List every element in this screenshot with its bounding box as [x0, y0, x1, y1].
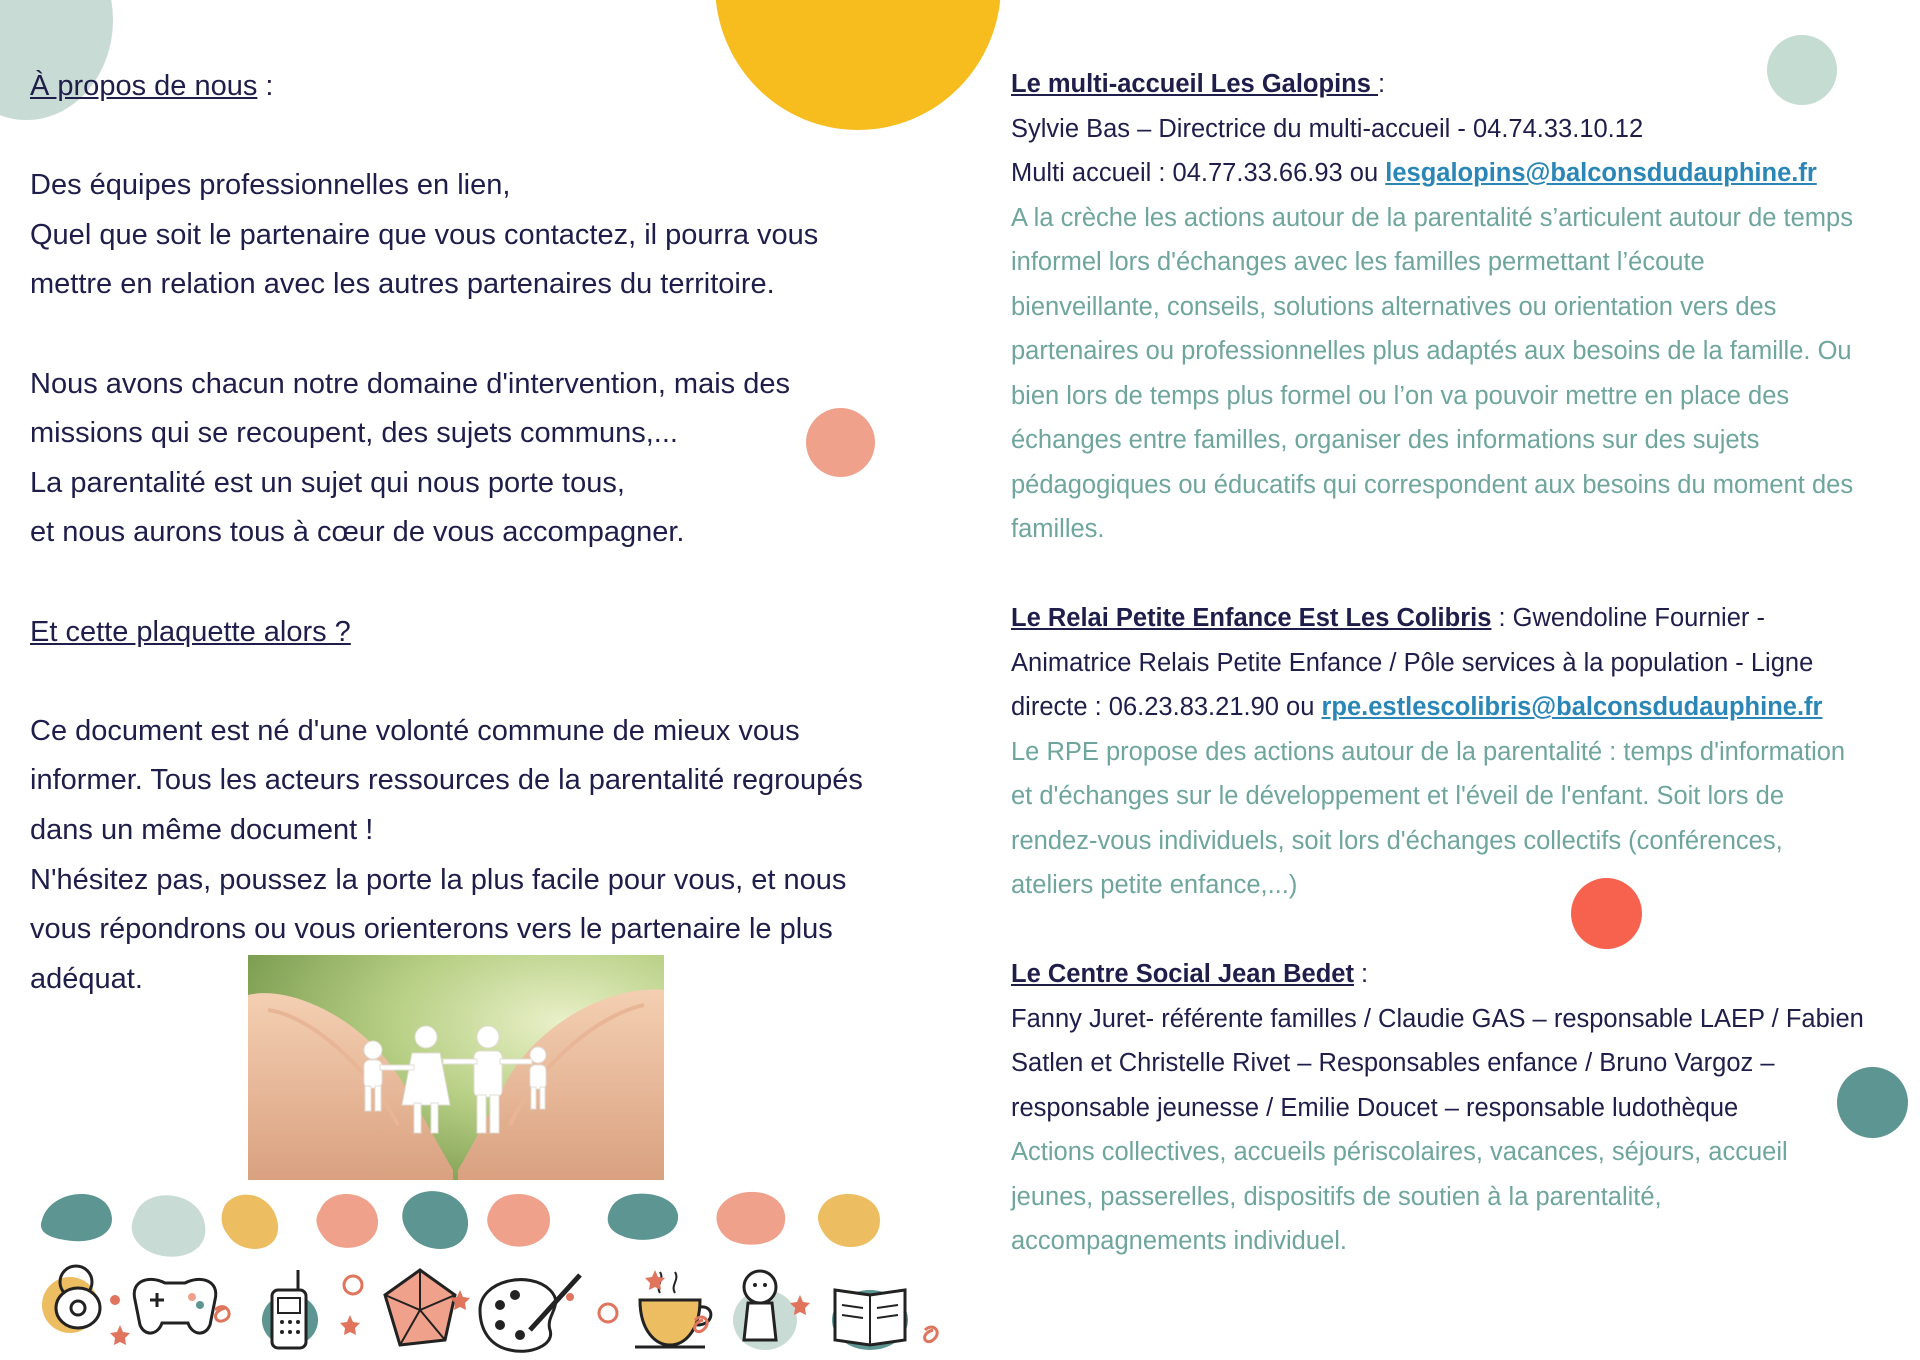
document-line: vous répondrons ou vous orienterons vers le partenaire le plus [30, 913, 833, 946]
galopins-desc-line: pédagogiques ou éducatifs qui correspondent aux besoins du moment des [1011, 470, 1854, 499]
mission-line: et nous aurons tous à cœur de vous accompagner. [30, 516, 685, 549]
mission-line: La parentalité est un sujet qui nous porte tous, [30, 466, 625, 499]
mission-line: Nous avons chacun notre domaine d'intervention, mais des [30, 367, 790, 400]
teacup-icon [635, 1272, 711, 1347]
about-heading-colon: : [257, 70, 274, 102]
centre-title: Le Centre Social Jean Bedet [1011, 960, 1354, 988]
galopins-phone: Multi accueil : 04.77.33.66.93 ou [1011, 159, 1386, 187]
galopins-title-colon: : [1378, 70, 1386, 98]
swirl-accents [215, 1276, 937, 1342]
centre-desc-line: Actions collectives, accueils périscolaires, vacances, séjours, accueil [1011, 1138, 1788, 1166]
pacifier-icon [42, 1266, 100, 1333]
document-line: adéquat. [30, 962, 143, 995]
intro-line: mettre en relation avec les autres partenaires du territoire. [30, 268, 775, 301]
colibris-desc-line: Le RPE propose des actions autour de la parentalité : temps d'information [1011, 737, 1846, 766]
colibris-role: Animatrice Relais Petite Enfance / Pôle services à la population - Ligne [1011, 648, 1814, 677]
galopins-desc-line: bienveillante, conseils, solutions alternatives ou orientation vers des [1011, 292, 1777, 321]
blob-row [41, 1191, 880, 1257]
galopins-contact [1011, 151, 1916, 196]
right-column [1011, 62, 1916, 1264]
centre-staff-line: Satlen et Christelle Rivet – Responsables enfance / Bruno Vargoz – [1011, 1049, 1775, 1077]
colibris-contact [1011, 685, 1916, 730]
galopins-title-line [1011, 62, 1916, 107]
colibris-phone: directe : 06.23.83.21.90 ou [1011, 693, 1322, 721]
intro-line: Des équipes professionnelles en lien, [30, 169, 511, 202]
galopins-title: Le multi-accueil Les Galopins [1011, 70, 1379, 98]
centre-desc-line: jeunes, passerelles, dispositifs de soutien à la parentalité, [1011, 1182, 1662, 1211]
colibris-title-line [1011, 596, 1916, 641]
centre-title-line [1011, 952, 1916, 997]
document-line: dans un même document ! [30, 813, 374, 846]
open-book-icon [832, 1290, 908, 1350]
intro-line: Quel que soit le partenaire que vous contactez, il pourra vous [30, 218, 819, 251]
doll-icon [733, 1271, 797, 1350]
about-heading: À propos de nous [30, 70, 258, 102]
paper-toy-icon [385, 1270, 455, 1345]
hands-family-photo [248, 955, 664, 1180]
plaquette-heading: Et cette plaquette alors ? [30, 615, 351, 648]
document-line: Ce document est né d'une volonté commune de mieux vous [30, 714, 800, 747]
galopins-email-link[interactable]: lesgalopins@balconsdudauphine.fr [1385, 159, 1817, 187]
colibris-contact-name: : Gwendoline Fournier - [1491, 604, 1765, 632]
centre-title-colon: : [1353, 960, 1369, 988]
galopins-desc-line: informel lors d'échanges avec les familles permettant l’écoute [1011, 248, 1705, 276]
galopins-desc-line: familles. [1011, 515, 1105, 543]
document-line: informer. Tous les acteurs ressources de la parentalité regroupés [30, 764, 863, 797]
colibris-desc-line: et d'échanges sur le développement et l'éveil de l'enfant. Soit lors de [1011, 782, 1785, 810]
document-line: N'hésitez pas, poussez la porte la plus facile pour vous, et nous [30, 863, 847, 896]
colibris-desc-line: ateliers petite enfance,...) [1011, 871, 1298, 899]
galopins-director: Sylvie Bas – Directrice du multi-accueil - 04.74.33.10.12 [1011, 114, 1644, 143]
phone-icon [262, 1270, 318, 1348]
centre-staff-line: Fanny Juret- référente familles / Claudie GAS – responsable LAEP / Fabien [1011, 1004, 1864, 1033]
mission-line: missions qui se recoupent, des sujets communs,... [30, 417, 678, 450]
colibris-title: Le Relai Petite Enfance Est Les Colibris [1011, 604, 1492, 632]
galopins-desc-line: partenaires ou professionnelles plus adaptés aux besoins de la famille. Ou [1011, 337, 1852, 365]
galopins-desc-line: échanges entre familles, organiser des informations sur des sujets [1011, 426, 1760, 454]
colibris-desc-line: rendez-vous individuels, soit lors d'échanges collectifs (conférences, [1011, 826, 1783, 855]
centre-staff-line: responsable jeunesse / Emilie Doucet – responsable ludothèque [1011, 1093, 1739, 1122]
galopins-desc-line: A la crèche les actions autour de la parentalité s’articulent autour de temps [1011, 203, 1853, 232]
colibris-email-link[interactable]: rpe.estlescolibris@balconsdudauphine.fr [1321, 693, 1823, 721]
left-column [30, 62, 950, 1004]
plaquette-heading-line [30, 608, 950, 658]
doodle-illustrations [30, 1185, 960, 1355]
palette-icon [480, 1275, 580, 1351]
galopins-desc-line: bien lors de temps plus formel ou l’on va pouvoir mettre en place des [1011, 381, 1790, 410]
gamepad-icon [134, 1279, 216, 1333]
about-heading-line [30, 62, 950, 112]
centre-desc-line: accompagnements individuel. [1011, 1227, 1347, 1255]
